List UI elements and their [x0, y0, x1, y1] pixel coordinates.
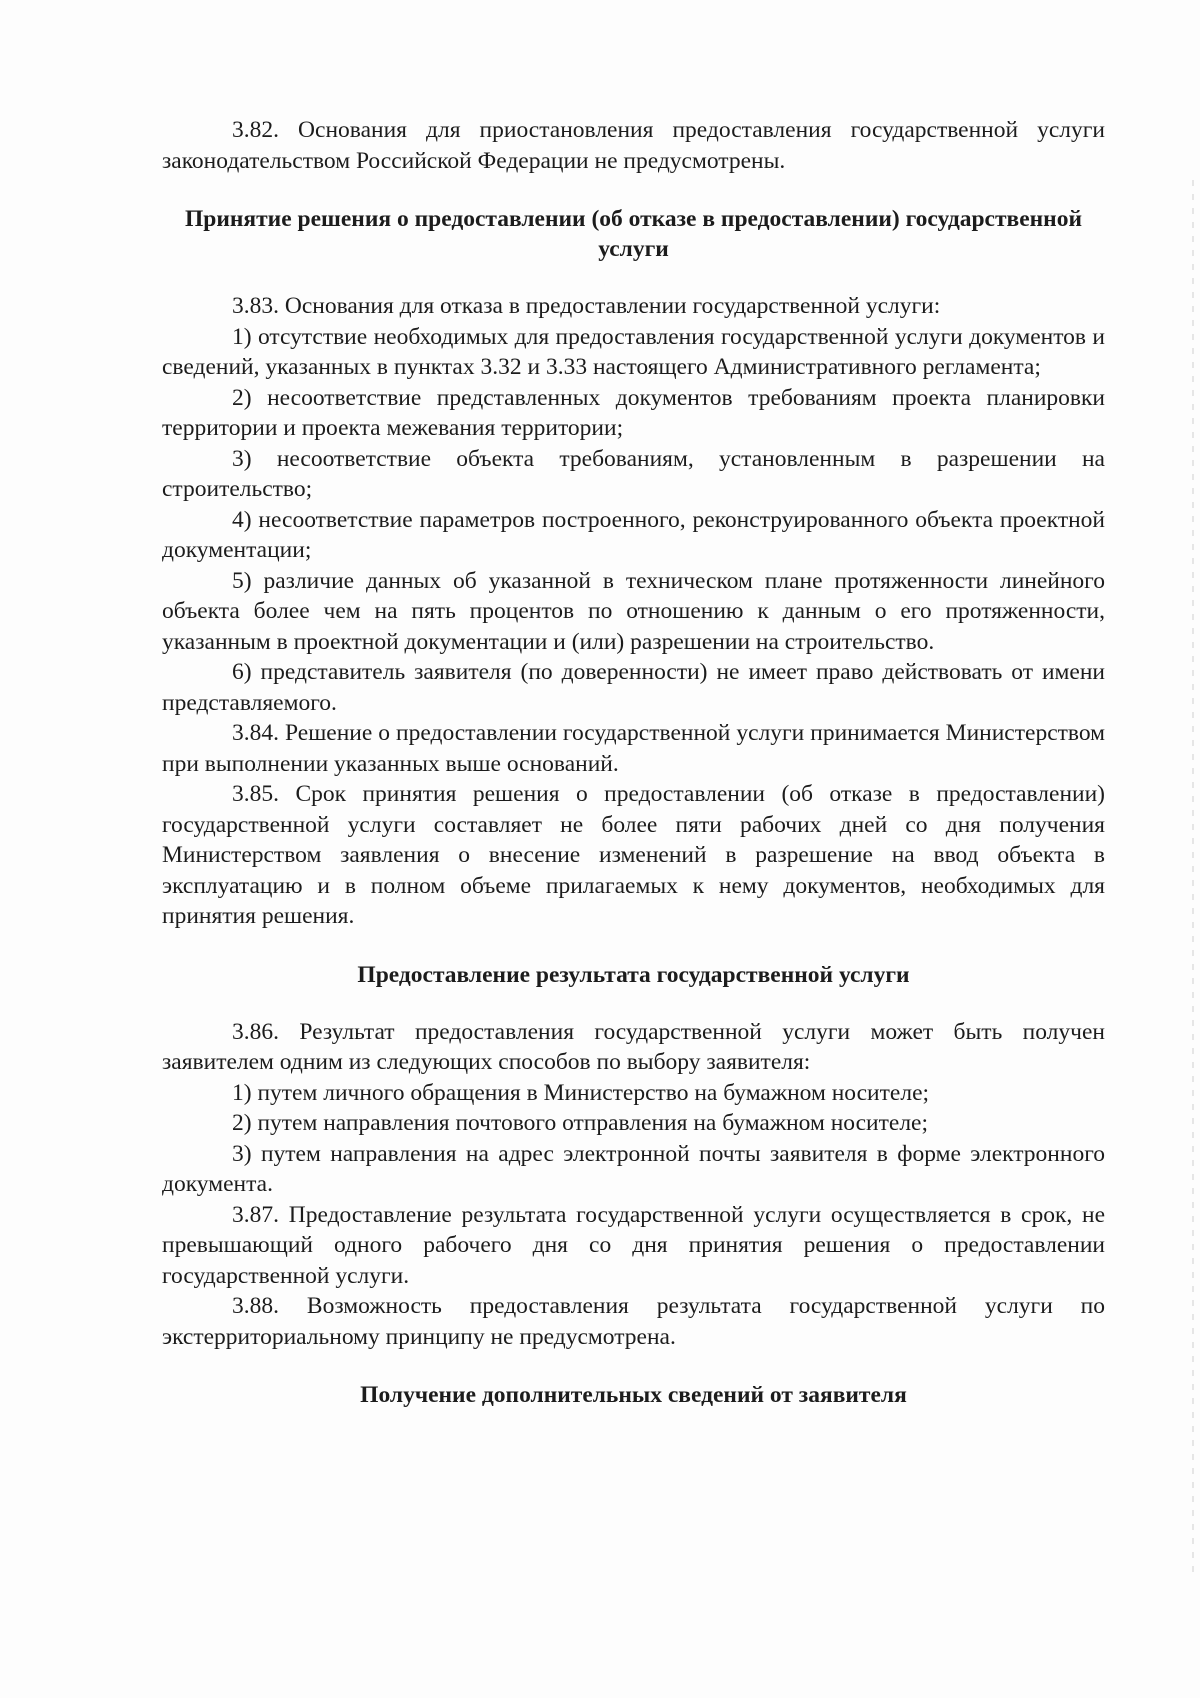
section-heading-result: Предоставление результата государственной услуги — [357, 961, 910, 988]
list-item-3-83-6: 6) представитель заявителя (по доверенности) не имеет право действовать от имени представляемого. — [162, 659, 1105, 716]
section-heading-decision: Принятие решения о предоставлении (об отказе в предоставлении) государственной услуги — [185, 206, 1082, 262]
list-item-3-86-3: 3) путем направления на адрес электронной почты заявителя в форме электронного документа. — [162, 1140, 1105, 1197]
paragraph-3-83: 3.83. Основания для отказа в предоставлении государственной услуги: — [232, 293, 941, 319]
paragraph-3-87: 3.87. Предоставление результата государственной услуги осуществляется в срок, не превышающий одного рабочего дня со дня принятия решения о предоставлении государственной услуги. — [162, 1201, 1105, 1289]
list-item-3-83-5: 5) различие данных об указанной в техническом плане протяженности линейного объекта более чем на пять процентов по отношению к данным о его протяженности, указанным в проектной документации и (или) разрешении на строительство. — [162, 567, 1105, 655]
paragraph-3-85: 3.85. Срок принятия решения о предоставлении (об отказе в предоставлении) государственной услуги составляет не более пяти рабочих дней со дня получения Министерством заявления о внесение изменений в разрешение на ввод объекта в эксплуатацию и в полном объеме прилагаемых к нему документов, необходимых для принятия решения. — [162, 781, 1105, 929]
paragraph-3-82: 3.82. Основания для приостановления предоставления государственной услуги законодательством Российской Федерации не предусмотрены. — [162, 117, 1105, 174]
section-heading-additional-info: Получение дополнительных сведений от заявителя — [360, 1382, 907, 1408]
list-item-3-83-3: 3) несоответствие объекта требованиям, установленным в разрешении на строительство; — [162, 445, 1105, 502]
list-item-3-86-2: 2) путем направления почтового отправления на бумажном носителе; — [232, 1110, 929, 1136]
list-item-3-83-1: 1) отсутствие необходимых для предоставления государственной услуги документов и сведений, указанных в пунктах 3.32 и 3.33 настоящего Административного регламента; — [162, 323, 1105, 380]
list-item-3-83-2: 2) несоответствие представленных документов требованиям проекта планировки территории и проекта межевания территории; — [162, 384, 1105, 441]
list-item-3-86-1: 1) путем личного обращения в Министерство на бумажном носителе; — [232, 1079, 930, 1106]
paragraph-3-88: 3.88. Возможность предоставления результата государственной услуги по экстерриториальному принципу не предусмотрена. — [162, 1293, 1105, 1350]
scan-edge-mark — [1192, 180, 1194, 1580]
list-item-3-83-4: 4) несоответствие параметров построенного, реконструированного объекта проектной документации; — [162, 506, 1105, 563]
paragraph-3-86: 3.86. Результат предоставления государственной услуги может быть получен заявителем одним из следующих способов по выбору заявителя: — [162, 1018, 1105, 1075]
paragraph-3-84: 3.84. Решение о предоставлении государственной услуги принимается Министерством при выполнении указанных выше оснований. — [162, 720, 1105, 777]
